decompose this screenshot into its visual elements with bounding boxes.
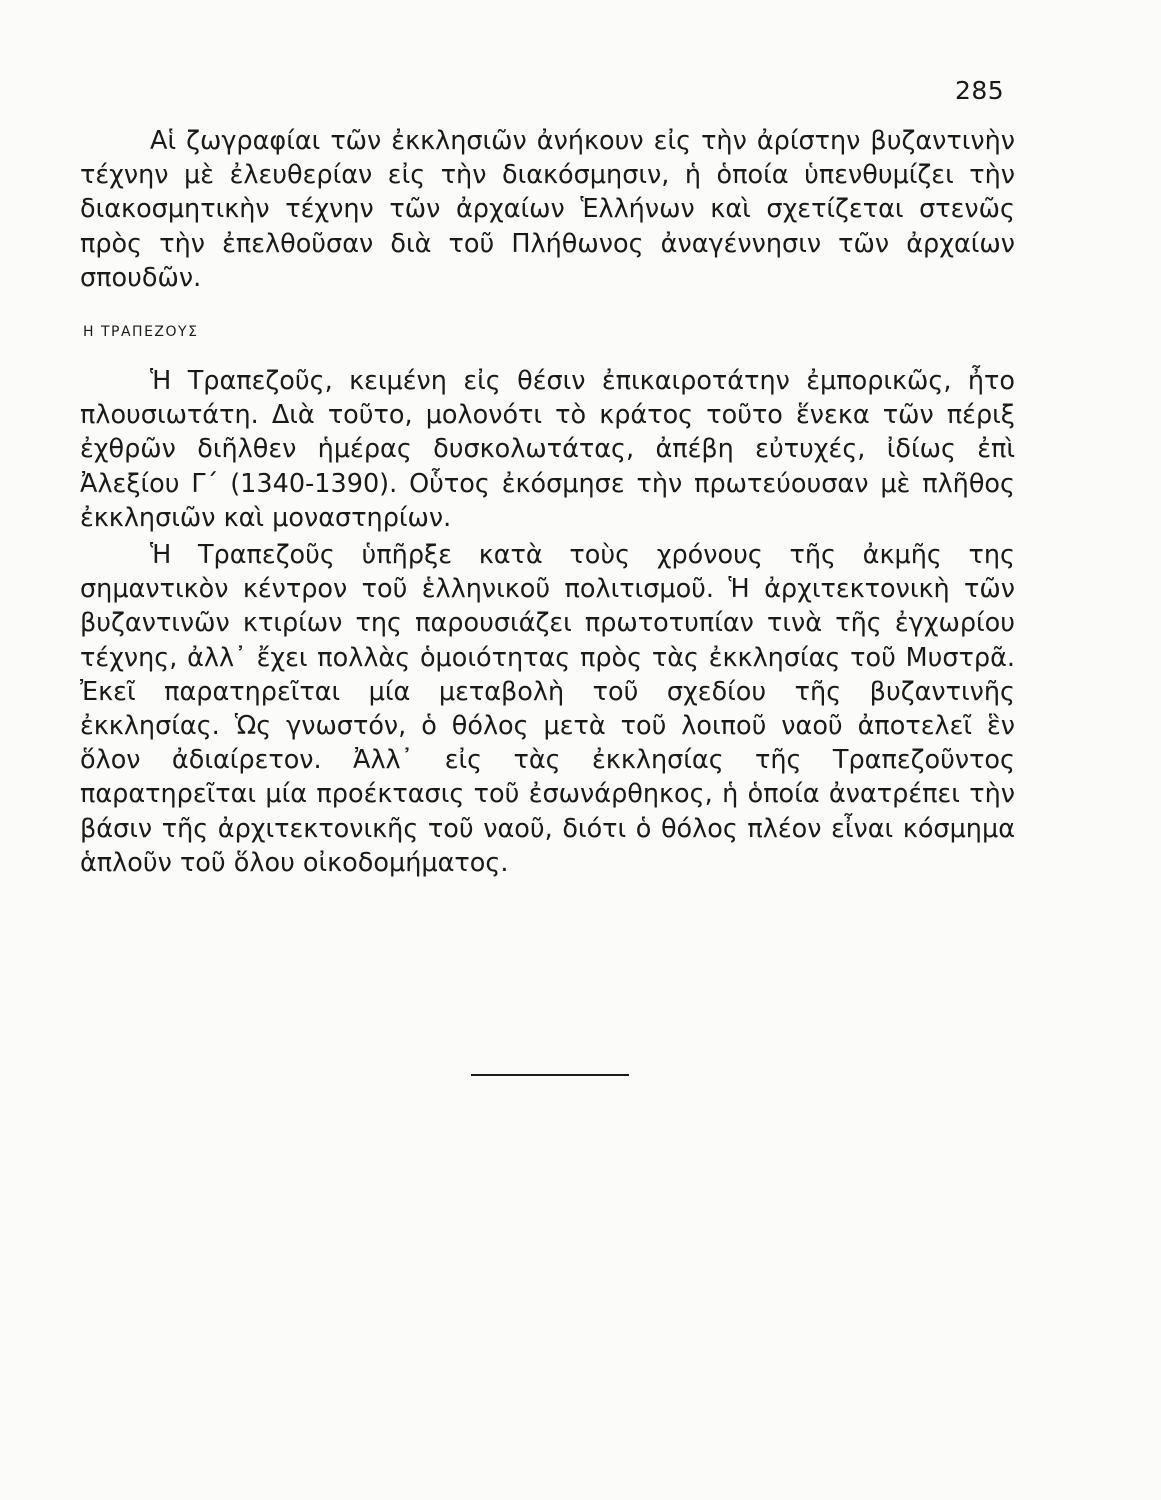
end-of-chapter-rule [471,1074,629,1076]
paragraph-frescoes: Αἱ ζωγραφίαι τῶν ἐκκλησιῶν ἀνήκουν εἰς τὴν ἀρίστην βυζαντινὴν τέχνην μὲ ἐλευθερίαν εἰς τὴν διακόσμησιν, ἡ ὁποία ὑπενθυμίζει τὴν διακοσμητικὴν τέχνην τῶν ἀρχαίων Ἑλλήνων καὶ σχετίζεται στενῶς πρὸς τὴν ἐπελθοῦσαν διὰ τοῦ Πλήθωνος ἀναγέννησιν τῶν ἀρχαίων σπουδῶν. [80,126,1015,293]
page-number: 285 [955,76,1005,105]
paragraph-trebizond-wealth: Ἡ Τραπεζοῦς, κειμένη εἰς θέσιν ἐπικαιροτάτην ἐμπορικῶς, ἦτο πλουσιωτάτη. Διὰ τοῦτο, μολονότι τὸ κράτος τοῦτο ἕνεκα τῶν πέριξ ἐχθρῶν διῆλθεν ἡμέρας δυσκολωτάτας, ἀπέβη εὐτυχές, ἰδίως ἐπὶ Ἀλεξίου Γ΄ (1340-1390). Οὗτος ἐκόσμησε τὴν πρωτεύουσαν μὲ πλῆθος ἐκκλησιῶν καὶ μοναστηρίων. [80,366,1015,533]
section-heading-trebizond: Η ΤΡΑΠΕΖΟΥΣ [83,324,199,340]
paragraph-trebizond-architecture: Ἡ Τραπεζοῦς ὑπῆρξε κατὰ τοὺς χρόνους τῆς ἀκμῆς της σημαντικὸν κέντρον τοῦ ἑλληνικοῦ πολιτισμοῦ. Ἡ ἀρχιτεκτονικὴ τῶν βυζαντινῶν κτιρίων της παρουσιάζει πρωτοτυπίαν τινὰ τῆς ἐγχωρίου τέχνης, ἀλλ᾿ ἔχει πολλὰς ὁμοιότητας πρὸς τὰς ἐκκλησίας τοῦ Μυστρᾶ. Ἐκεῖ παρατηρεῖται μία μεταβολὴ τοῦ σχεδίου τῆς βυζαντινῆς ἐκκλησίας. Ὡς γνωστόν, ὁ θόλος μετὰ τοῦ λοιποῦ ναοῦ ἀποτελεῖ ἓν ὅλον ἀδιαίρετον. Ἀλλ᾿ εἰς τὰς ἐκκλησίας τῆς Τραπεζοῦντος παρατηρεῖται μία προέκτασις τοῦ ἐσωνάρθηκος, ἡ ὁποία ἀνατρέπει τὴν βάσιν τῆς ἀρχιτεκτονικῆς τοῦ ναοῦ, διότι ὁ θόλος πλέον εἶναι κόσμημα ἁπλοῦν τοῦ ὅλου οἰκοδομήματος. [80,540,1015,878]
